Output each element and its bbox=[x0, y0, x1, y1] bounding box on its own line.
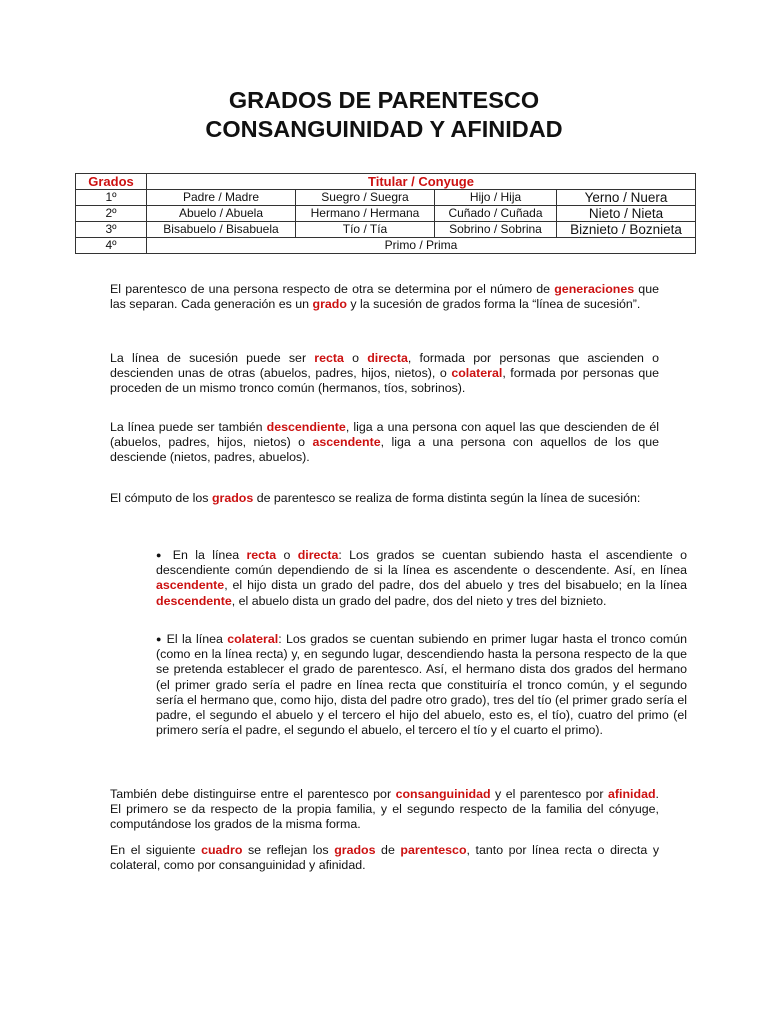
keyword-cuadro: cuadro bbox=[201, 843, 243, 857]
keyword-ascendente: ascendente bbox=[156, 578, 225, 593]
table-cell: Bisabuelo / Bisabuela bbox=[147, 222, 296, 238]
keyword-descendiente: descendiente bbox=[266, 420, 346, 434]
paragraph-descendiente: La línea puede ser también descendiente, liga a una persona con aquel las que descienden de él (abuelos, padres, hijos, nietos) o ascendente, liga a una persona con aquellos de los que desciende (nietos, padres, abuelos). bbox=[110, 420, 659, 465]
document-title bbox=[0, 86, 768, 144]
table-cell: Hijo / Hija bbox=[435, 190, 557, 206]
keyword-directa: directa bbox=[367, 351, 408, 365]
table-row bbox=[76, 222, 696, 238]
kinship-degree-table bbox=[75, 173, 696, 254]
table-cell-primo: Primo / Prima bbox=[147, 238, 696, 254]
table-cell: Hermano / Hermana bbox=[296, 206, 435, 222]
table-cell: Padre / Madre bbox=[147, 190, 296, 206]
bullet-linea-recta: ● En la línea recta o directa: Los grados se cuentan subiendo hasta el ascendiente o descendiente común dependiendo de si la línea es ascendente o descendente. Así, en línea ascendente, el hijo dista un grado del padre, dos del abuelo y tres del bisabuelo; en la línea descendente, el abuelo dista un grado del padre, dos del nieto y tres del biznieto. bbox=[156, 548, 688, 608]
bullet-icon: ● bbox=[156, 634, 163, 644]
table-cell: Suegro / Suegra bbox=[296, 190, 435, 206]
table-row bbox=[76, 206, 696, 222]
keyword-directa: directa bbox=[297, 548, 339, 562]
header-grados: Grados bbox=[76, 174, 147, 190]
table-cell: Nieto / Nieta bbox=[557, 206, 696, 222]
keyword-grados: grados bbox=[334, 843, 376, 857]
table-cell: Cuñado / Cuñada bbox=[435, 206, 557, 222]
cell-grado: 2º bbox=[76, 206, 147, 222]
keyword-parentesco: parentesco bbox=[400, 843, 467, 857]
table-cell: Abuelo / Abuela bbox=[147, 206, 296, 222]
table-cell: Biznieto / Boznieta bbox=[557, 222, 696, 238]
keyword-colateral: colateral bbox=[227, 632, 279, 646]
paragraph-cuadro: En el siguiente cuadro se reflejan los grados de parentesco, tanto por línea recta o directa y colateral, como por consanguinidad y afinidad. bbox=[110, 843, 660, 873]
title-line-1: GRADOS DE PARENTESCO bbox=[228, 87, 540, 113]
table-cell: Tío / Tía bbox=[296, 222, 435, 238]
bullet-icon: ● bbox=[156, 550, 166, 560]
paragraph-linea-sucesion: La línea de sucesión puede ser recta o directa, formada por personas que ascienden o descienden unas de otras (abuelos, padres, hijos, nietos), o colateral, formada por personas que proceden de un mismo tronco común (hermanos, tíos, sobrinos). bbox=[110, 351, 659, 396]
cell-grado: 4º bbox=[76, 238, 147, 254]
paragraph-consanguinidad: También debe distinguirse entre el parentesco por consanguinidad y el parentesco por afinidad. El primero se da respecto de la propia familia, y el segundo respecto de la familia del cónyuge, computándose los grados de la misma forma. bbox=[110, 787, 659, 832]
bullet-linea-colateral: ● El la línea colateral: Los grados se cuentan subiendo en primer lugar hasta el tronco común (como en la línea recta) y, en segundo lugar, descendiendo hasta la persona respecto de la que se pretenda establecer el grado de parentesco. Así, el hermano dista dos grados del hermano (el primer grado sería el padre en línea recta que constituiría el tronco común, y el segundo sería el hermano que, como hijo, dista del padre otro grado), tres del tío (el primer grado sería el padre, el segundo el abuelo y el tercero el hijo del abuelo, esto es, el tío), cuatro del primo (el primero sería el padre, el segundo el abuelo, el tercero el tío y el cuarto el primo). bbox=[156, 632, 688, 738]
cell-grado: 3º bbox=[76, 222, 147, 238]
keyword-ascendente: ascendente bbox=[312, 435, 381, 450]
title-line-2: CONSANGUINIDAD Y AFINIDAD bbox=[205, 116, 563, 142]
header-titular-conyuge: Titular / Conyuge bbox=[147, 174, 696, 190]
paragraph-computo: El cómputo de los grados de parentesco se realiza de forma distinta según la línea de sucesión: bbox=[110, 491, 641, 505]
table-row bbox=[76, 238, 696, 254]
keyword-recta: recta bbox=[314, 351, 344, 365]
keyword-consanguinidad: consanguinidad bbox=[395, 787, 491, 801]
keyword-colateral: colateral bbox=[451, 366, 503, 381]
keyword-recta: recta bbox=[246, 548, 277, 562]
keyword-afinidad: afinidad bbox=[608, 787, 656, 801]
keyword-grados: grados bbox=[211, 491, 254, 505]
table-cell: Yerno / Nuera bbox=[557, 190, 696, 206]
table-header-row bbox=[76, 174, 696, 190]
table-cell: Sobrino / Sobrina bbox=[435, 222, 557, 238]
keyword-generaciones: generaciones bbox=[554, 282, 635, 296]
table-row bbox=[76, 190, 696, 206]
paragraph-parentesco: El parentesco de una persona respecto de otra se determina por el número de generaciones que las separan. Cada generación es un grado y la sucesión de grados forma la “línea de sucesión”. bbox=[110, 282, 659, 312]
cell-grado: 1º bbox=[76, 190, 147, 206]
keyword-descendente: descendente bbox=[156, 593, 232, 608]
keyword-grado: grado bbox=[312, 297, 347, 312]
